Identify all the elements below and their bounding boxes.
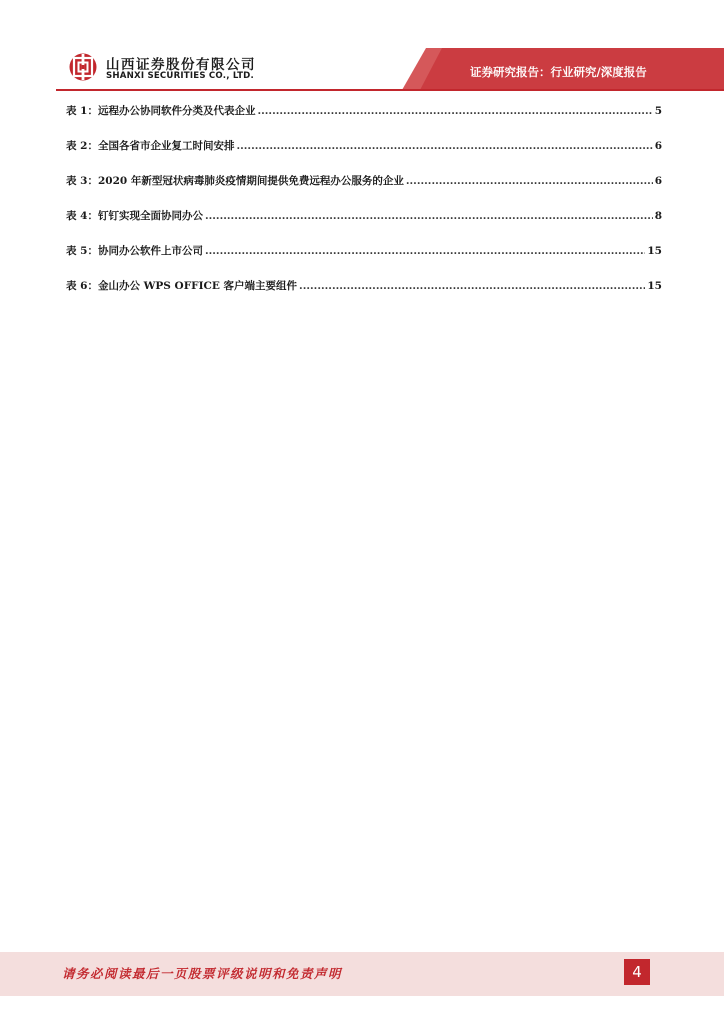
- page-number-badge: 4: [624, 959, 650, 985]
- page-header: [0, 0, 724, 100]
- toc-entry-page: 15: [647, 280, 662, 292]
- toc-entry-title: 2020 年新型冠状病毒肺炎疫情期间提供免费远程办公服务的企业: [97, 175, 404, 187]
- toc-entry-page: 6: [654, 175, 662, 187]
- toc-leader-dots: [299, 279, 645, 293]
- table-of-contents: [66, 104, 662, 314]
- toc-entry-title: 钉钉实现全面协同办公: [97, 210, 203, 222]
- toc-leader-dots: [205, 209, 653, 223]
- report-type-label: 证券研究报告：行业研究/深度报告: [470, 65, 647, 79]
- toc-entry-label: 表 1：: [66, 105, 98, 117]
- disclaimer-notice: 请务必阅读最后一页股票评级说明和免责声明: [62, 966, 343, 981]
- header-divider: [56, 89, 724, 91]
- toc-entry[interactable]: [66, 139, 662, 174]
- toc-entry-label: 表 6：: [66, 280, 98, 292]
- toc-entry[interactable]: [66, 279, 662, 314]
- toc-leader-dots: [257, 104, 652, 118]
- toc-entry-label: 表 3：: [66, 175, 98, 187]
- toc-leader-dots: [205, 244, 645, 258]
- toc-entry[interactable]: [66, 174, 662, 209]
- toc-entry[interactable]: [66, 209, 662, 244]
- company-name-en: SHANXI SECURITIES CO., LTD.: [106, 71, 254, 81]
- toc-leader-dots: [236, 139, 652, 153]
- toc-entry-title: 全国各省市企业复工时间安排: [97, 140, 235, 152]
- toc-entry-title: 协同办公软件上市公司: [97, 245, 203, 257]
- toc-entry-page: 6: [654, 140, 662, 152]
- toc-entry-label: 表 4：: [66, 210, 98, 222]
- page-footer: [0, 952, 724, 996]
- company-name-cn: 山西证券股份有限公司: [106, 57, 256, 73]
- toc-entry-page: 5: [654, 105, 662, 117]
- toc-entry-title: 金山办公 WPS OFFICE 客户端主要组件: [97, 280, 298, 292]
- toc-entry-page: 15: [647, 245, 662, 257]
- toc-entry-label: 表 2：: [66, 140, 98, 152]
- toc-entry[interactable]: [66, 244, 662, 279]
- toc-entry-title: 远程办公协同软件分类及代表企业: [97, 105, 256, 117]
- toc-entry-page: 8: [654, 210, 662, 222]
- shanxi-securities-logo-icon: [68, 52, 98, 82]
- toc-entry-label: 表 5：: [66, 245, 98, 257]
- toc-entry[interactable]: [66, 104, 662, 139]
- toc-leader-dots: [406, 174, 653, 188]
